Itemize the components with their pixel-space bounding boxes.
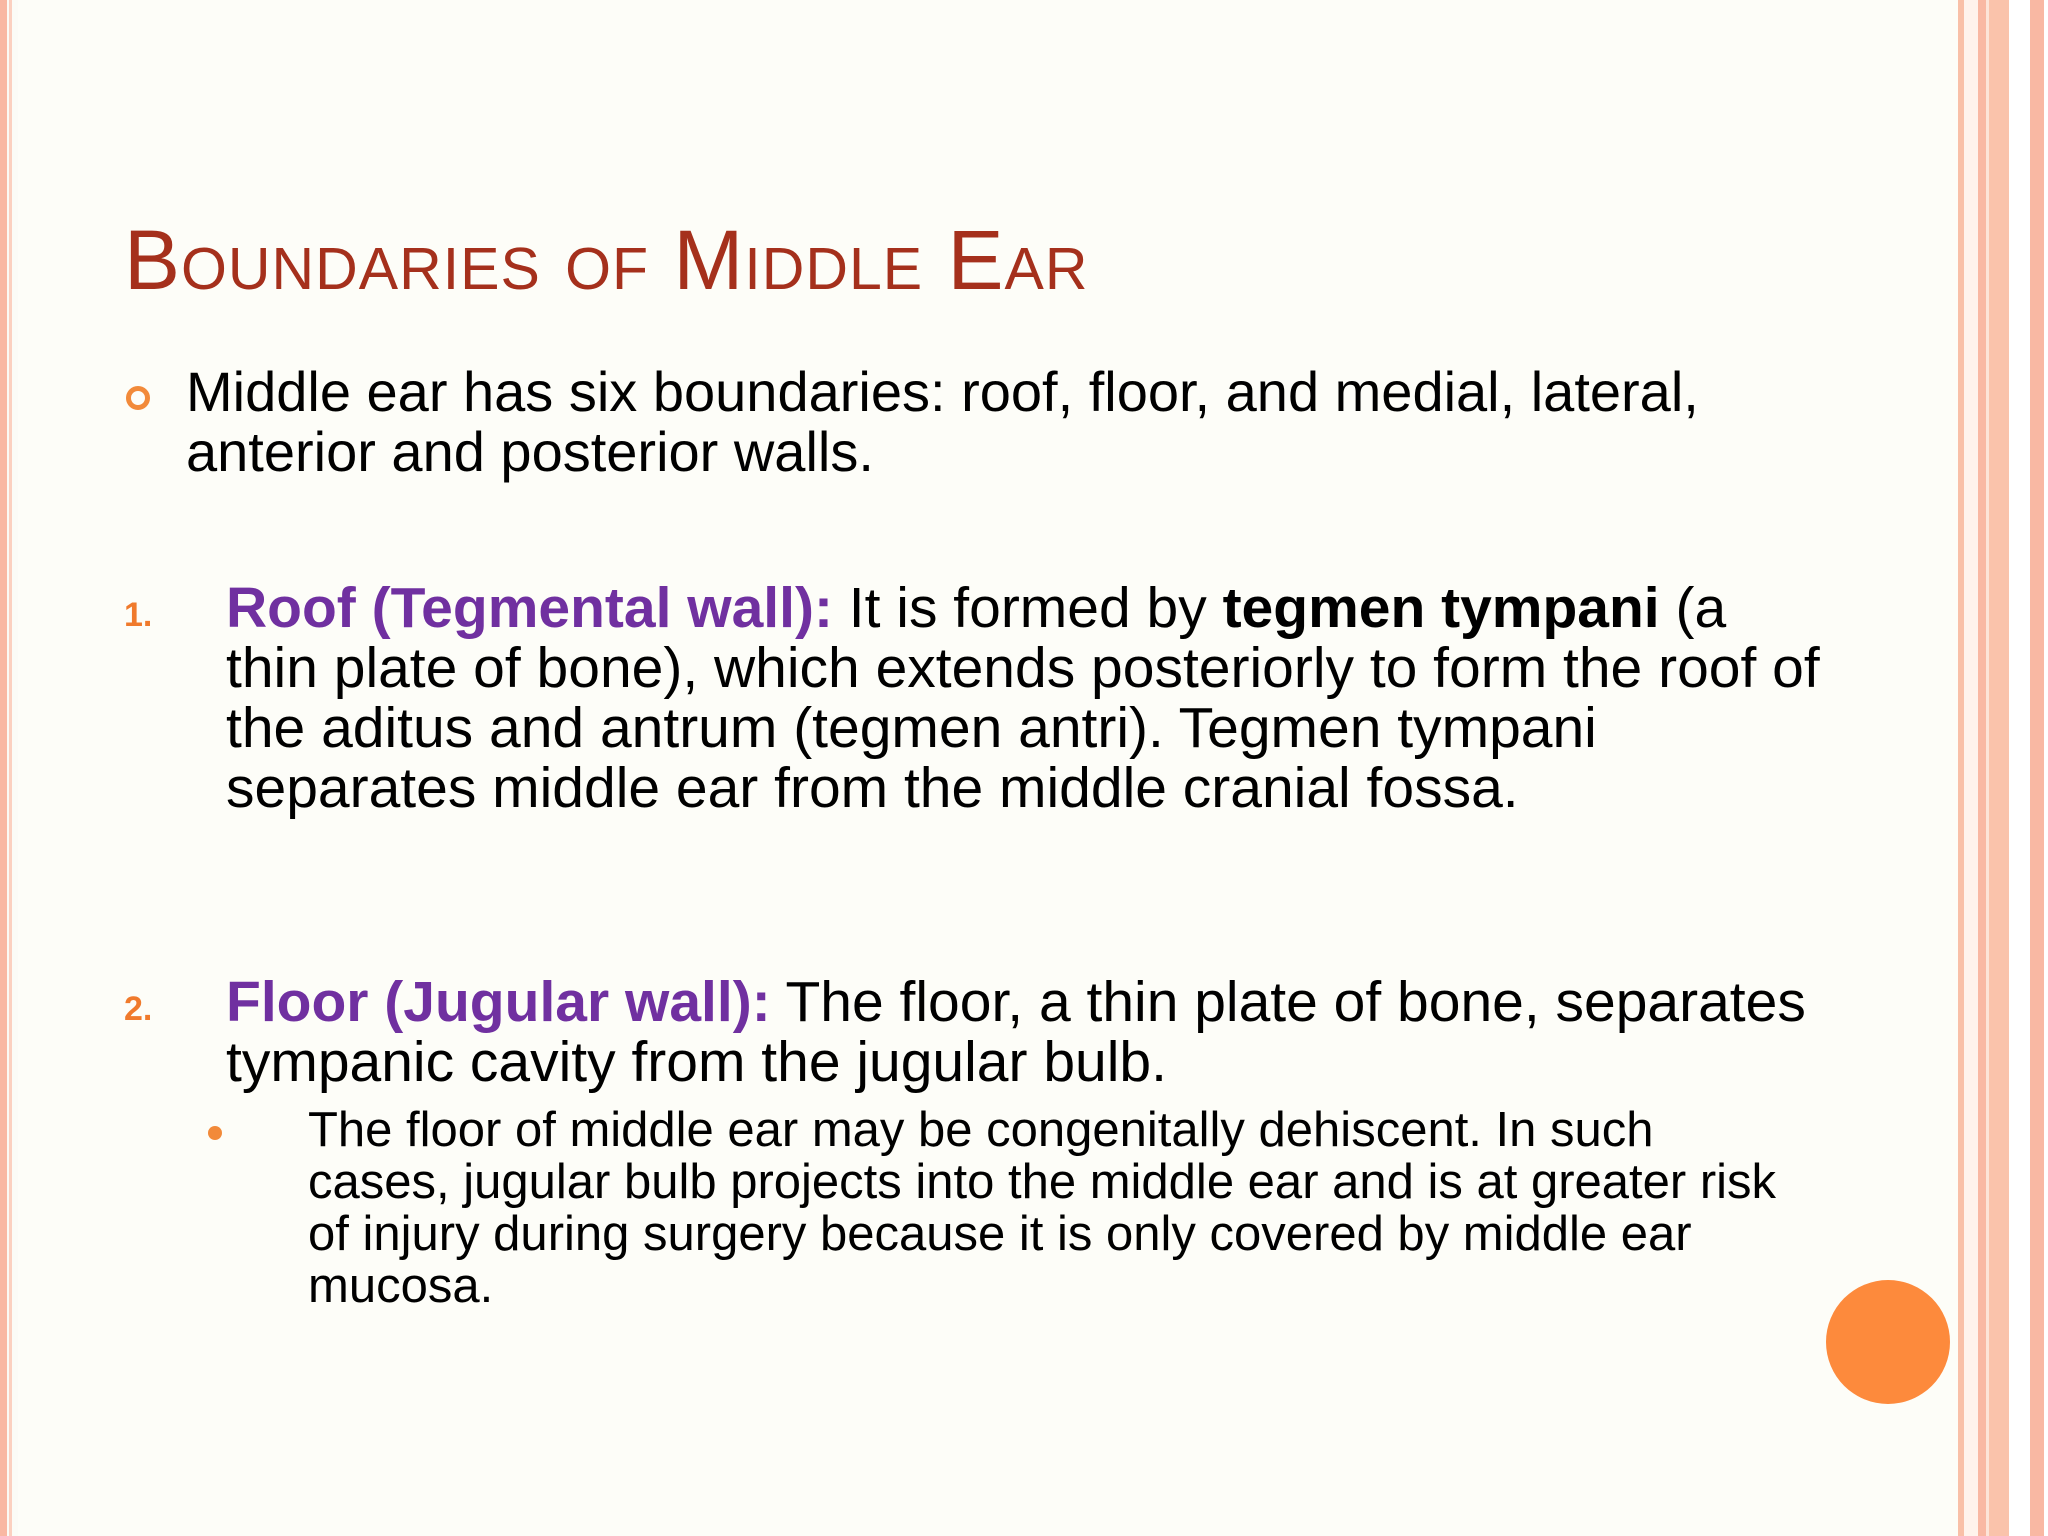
sub-bullet-text: The floor of middle ear may be congenitally dehiscent. In such cases, jugular bulb projects into the middle ear and is at greater risk of injury during surgery because it is only covered by middle ear mucosa. [308,1103,1777,1313]
list-item-text [226,972,1826,1092]
right-border-stripe [2030,0,2044,1536]
right-border-stripe [1978,0,1986,1536]
right-border-stripe [1989,0,2009,1536]
right-border-gap [1964,0,1978,1536]
hollow-circle-bullet-icon [126,386,150,410]
item-text: The floor, a thin plate of bone, separates tympanic cavity from the jugular bulb. [226,970,1806,1094]
item-text: (a thin plate of bone), which extends posteriorly to form the roof of the aditus and antrum (tegmen antri). Tegmen tympani separates middle ear from the middle cranial fossa. [226,576,1820,820]
item-heading: Roof (Tegmental wall): [226,576,833,640]
slide-title: Boundaries of Middle Ear [124,213,1089,307]
item-heading: Floor (Jugular wall): [226,970,771,1034]
left-border-stripe-inner [9,0,12,1536]
list-item-text [226,578,1826,818]
left-border-stripe [0,0,7,1536]
list-number: 2. [124,990,153,1028]
item-bold-term: tegmen tympani [1222,576,1660,640]
list-number: 1. [124,596,153,634]
dot-bullet-icon [208,1126,222,1140]
decorative-circle [1826,1280,1950,1404]
intro-bullet-text: Middle ear has six boundaries: roof, floor, and medial, lateral, anterior and posterior walls. [186,360,1699,483]
item-text: It is formed by [832,576,1223,640]
